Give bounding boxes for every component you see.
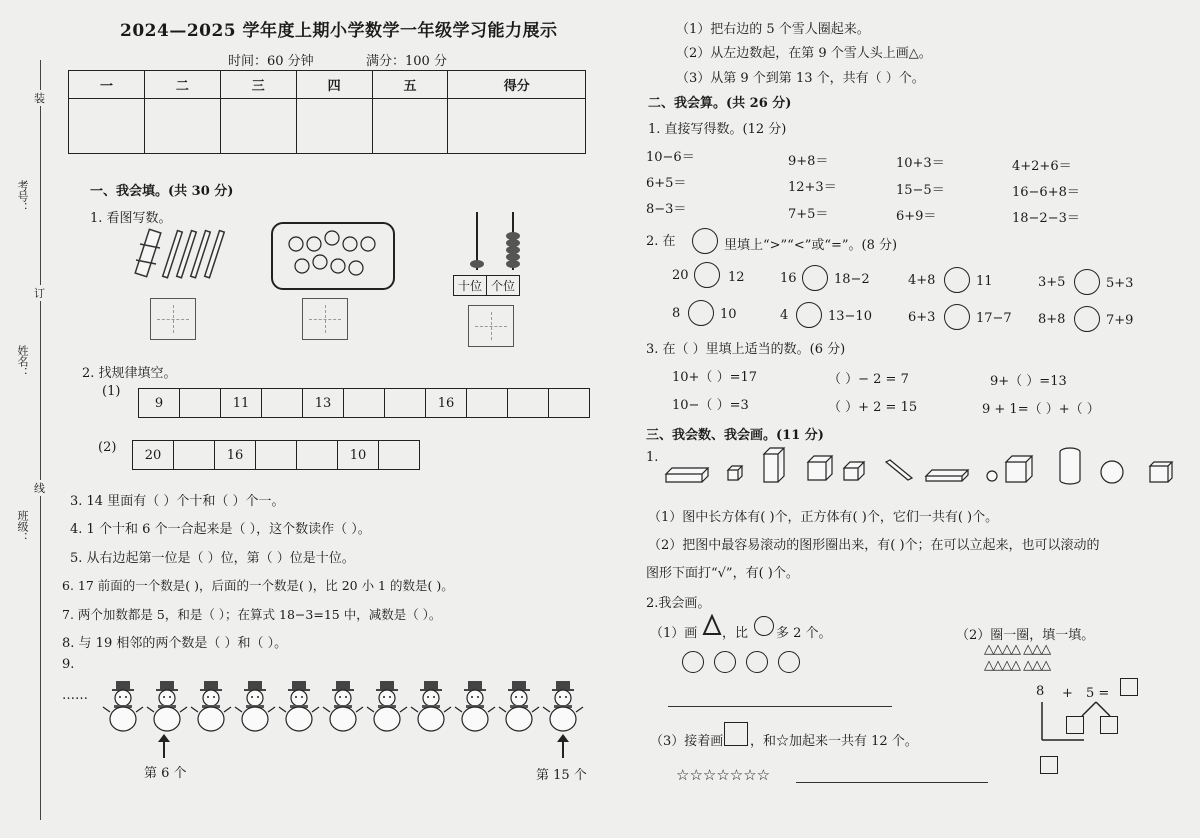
q9-sub-1: （1）把右边的 5 个雪人圈起来。 [676,22,870,37]
q9-sub-2: （2）从左边数起，在第 9 个雪人头上画△。 [676,46,932,61]
score-col-5: 五 [372,71,448,99]
q8-text: 8. 与 19 相邻的两个数是（ ）和（ ）。 [62,636,288,651]
cmp-right: 18−2 [834,272,870,287]
compare-circle[interactable] [944,267,970,293]
draw-2a-text-2: ，比 [722,626,749,641]
draw-answer-line[interactable] [668,706,892,707]
answer-square[interactable] [1040,756,1058,774]
draw-2b-text: （2）圈一圈，填一填。 [956,628,1095,643]
fill-item: （ ）+ 2 = 15 [828,400,918,415]
circle-icon [692,228,718,254]
arrow-up-icon [556,734,570,758]
draw-2a-text-3: 多 2 个。 [776,626,832,641]
circle-icon [682,651,704,673]
pattern-cell[interactable] [384,388,425,418]
pattern-cell[interactable] [548,388,590,418]
compare-circle[interactable] [694,262,720,288]
circle-icon [754,616,774,636]
score-col-4: 四 [296,71,372,99]
snowmen-row-icon [102,680,588,736]
q9-text: 9. [62,657,75,672]
answer-box-abacus[interactable] [468,305,514,347]
score-cell[interactable] [69,99,145,154]
pattern-cell: 13 [302,388,343,418]
score-cell[interactable] [220,99,296,154]
compare-circle[interactable] [688,300,714,326]
pattern-cell: 16 [214,440,255,470]
cmp-right: 13−10 [828,309,872,324]
pattern-cell: 9 [138,388,179,418]
cmp-left: 6+3 [908,310,936,325]
answer-box-sticks[interactable] [150,298,196,340]
square-icon [724,722,748,746]
calc-item: 8−3＝ [646,202,687,217]
draw-3-text-2: ，和☆加起来一共有 12 个。 [750,734,918,749]
fill-item: 10+（ ）=17 [672,370,758,385]
calc-item: 9+8＝ [788,154,829,169]
eq-8: 8 [1036,684,1045,699]
pattern-cell[interactable] [255,440,296,470]
answer-box-apples[interactable] [302,298,348,340]
triangles-row-2: △△△△ △△△ [984,658,1051,673]
margin-mark-ding: 订 [34,287,45,300]
exam-full-score: 满分：100 分 [366,54,447,69]
cmp-left: 4+8 [908,273,936,288]
calc-1-title: 1. 直接写得数。(12 分) [648,122,787,137]
stars-row: ☆☆☆☆☆☆☆ [676,766,771,784]
cmp-left: 16 [780,271,797,286]
compare-circle[interactable] [944,304,970,330]
calc-item: 7+5＝ [788,207,829,222]
q3-text: 3. 14 里面有（ ）个十和（ ）个一。 [70,494,285,509]
calc-item: 16−6+8＝ [1012,185,1080,200]
pattern-cell: 10 [337,440,378,470]
compare-circle[interactable] [796,302,822,328]
score-col-1: 一 [69,71,145,99]
cmp-left: 20 [672,268,689,283]
calc-item: 6+5＝ [646,176,687,191]
triangles-row-1: △△△△ △△△ [984,642,1051,657]
compare-circle[interactable] [802,265,828,291]
q6-text: 6. 17 前面的一个数是( )，后面的一个数是( )，比 20 小 1 的数是( )。 [62,578,454,593]
score-cell[interactable] [372,99,448,154]
abacus-labels [453,275,520,296]
exam-title: 2024—2025 学年度上期小学数学一年级学习能力展示 [120,21,558,41]
answer-square[interactable] [1066,716,1084,734]
pattern-cell: 16 [425,388,466,418]
answer-square[interactable] [1120,678,1138,696]
pattern-cell: 20 [132,440,173,470]
cmp-right: 12 [728,270,745,285]
binding-line [40,60,41,820]
apples-icon [282,226,382,282]
q4-text: 4. 1 个十和 6 个一合起来是（ ），这个数读作（ ）。 [70,522,371,537]
score-col-total: 得分 [448,71,586,99]
draw-1-label: 1. [646,450,659,465]
compare-circle[interactable] [1074,306,1100,332]
draw-1b-text: （2）把图中最容易滚动的图形圈出来，有( )个；在可以立起来，也可以滚动的 [648,538,1100,553]
calc-item: 15−5＝ [896,183,945,198]
q7-text: 7. 两个加数都是 5，和是（ ）；在算式 18−3=15 中，减数是（ ）。 [62,607,442,622]
cmp-right: 7+9 [1106,313,1134,328]
pattern-cell[interactable] [343,388,384,418]
cmp-right: 17−7 [976,311,1012,326]
pattern-cell[interactable] [466,388,507,418]
section-3-title: 三、我会数、我会画。(11 分) [646,428,824,443]
abacus-tens-label: 十位 [454,276,487,295]
cmp-right: 5+3 [1106,276,1134,291]
calc-item: 10+3＝ [896,156,945,171]
pattern-cell[interactable] [507,388,548,418]
q9-sub-3: （3）从第 9 个到第 13 个，共有（ ）个。 [676,71,925,86]
pattern-1-label: (1) [102,384,121,399]
solid-shapes-icon [664,446,1176,488]
margin-mark-zhuang: 装 [34,92,45,105]
circle-icon [746,651,768,673]
answer-square[interactable] [1100,716,1118,734]
compare-title-b: 里填上“>”“<”或“=”。(8 分) [724,238,898,253]
pattern-cell[interactable] [378,440,420,470]
calc-item: 6+9＝ [896,209,937,224]
score-table [68,70,586,154]
snowman-6th-label: 第 6 个 [144,766,187,781]
snowman-15th-label: 第 15 个 [536,768,587,783]
fill-item: 9 + 1=（ ）+（ ） [982,402,1100,417]
pattern-cell[interactable] [179,388,220,418]
calc-item: 10−6＝ [646,150,695,165]
q1-text: 1. 看图写数。 [90,211,172,226]
cmp-left: 3+5 [1038,275,1066,290]
score-cell[interactable] [296,99,372,154]
stars-answer-line[interactable] [796,782,988,783]
cmp-left: 8+8 [1038,312,1066,327]
q9-dots: …… [62,688,88,703]
score-cell[interactable] [448,99,586,154]
fill-title: 3. 在（ ）里填上适当的数。(6 分) [646,342,846,357]
pattern-row-2 [132,440,420,470]
margin-mark-xian: 线 [34,482,45,495]
q5-text: 5. 从右边起第一位是（ ）位，第（ ）位是十位。 [70,551,355,566]
pattern-cell[interactable] [296,440,337,470]
margin-label-class: 班级： [16,510,29,543]
section-2-title: 二、我会算。(共 26 分) [648,96,792,111]
calc-item: 12+3＝ [788,180,837,195]
draw-1a-text: （1）图中长方体有( )个，正方体有( )个，它们一共有( )个。 [648,510,999,525]
margin-label-id: 考号： [16,180,29,213]
margin-label-name: 姓名： [16,345,29,378]
eq-5: 5 = [1086,686,1110,701]
fill-item: 9+（ ）=13 [990,374,1067,389]
arrow-up-icon [157,734,171,758]
draw-2a-text-1: （1）画 [650,626,698,641]
score-col-2: 二 [144,71,220,99]
abacus-ones-label: 个位 [491,279,516,293]
fill-item: （ ）− 2 = 7 [828,372,909,387]
cmp-left: 4 [780,308,789,323]
cmp-right: 11 [976,274,993,289]
q2-text: 2. 找规律填空。 [82,366,177,381]
triangle-icon [702,614,722,636]
calc-item: 4+2+6＝ [1012,159,1072,174]
sticks-bundle-icon [130,224,230,282]
pattern-cell[interactable] [261,388,302,418]
pattern-row-1 [138,388,590,418]
pattern-cell[interactable] [173,440,214,470]
circle-icon [778,651,800,673]
fill-item: 10−（ ）=3 [672,398,749,413]
score-cell[interactable] [144,99,220,154]
pattern-cell: 11 [220,388,261,418]
calc-item: 18−2−3＝ [1012,211,1080,226]
draw-2-label: 2.我会画。 [646,596,711,611]
draw-3-text-1: （3）接着画 [650,734,724,749]
circle-icon [714,651,736,673]
exam-time: 时间：60 分钟 [228,54,314,69]
cmp-right: 10 [720,307,737,322]
section-1-title: 一、我会填。(共 30 分) [90,184,234,199]
compare-circle[interactable] [1074,269,1100,295]
cmp-left: 8 [672,306,681,321]
pattern-2-label: (2) [98,440,117,455]
eq-plus: + [1062,686,1073,701]
draw-1c-text: 图形下面打“√”，有( )个。 [646,566,799,581]
compare-title-a: 2. 在 [646,234,676,249]
abacus-icon [455,208,535,280]
score-col-3: 三 [220,71,296,99]
